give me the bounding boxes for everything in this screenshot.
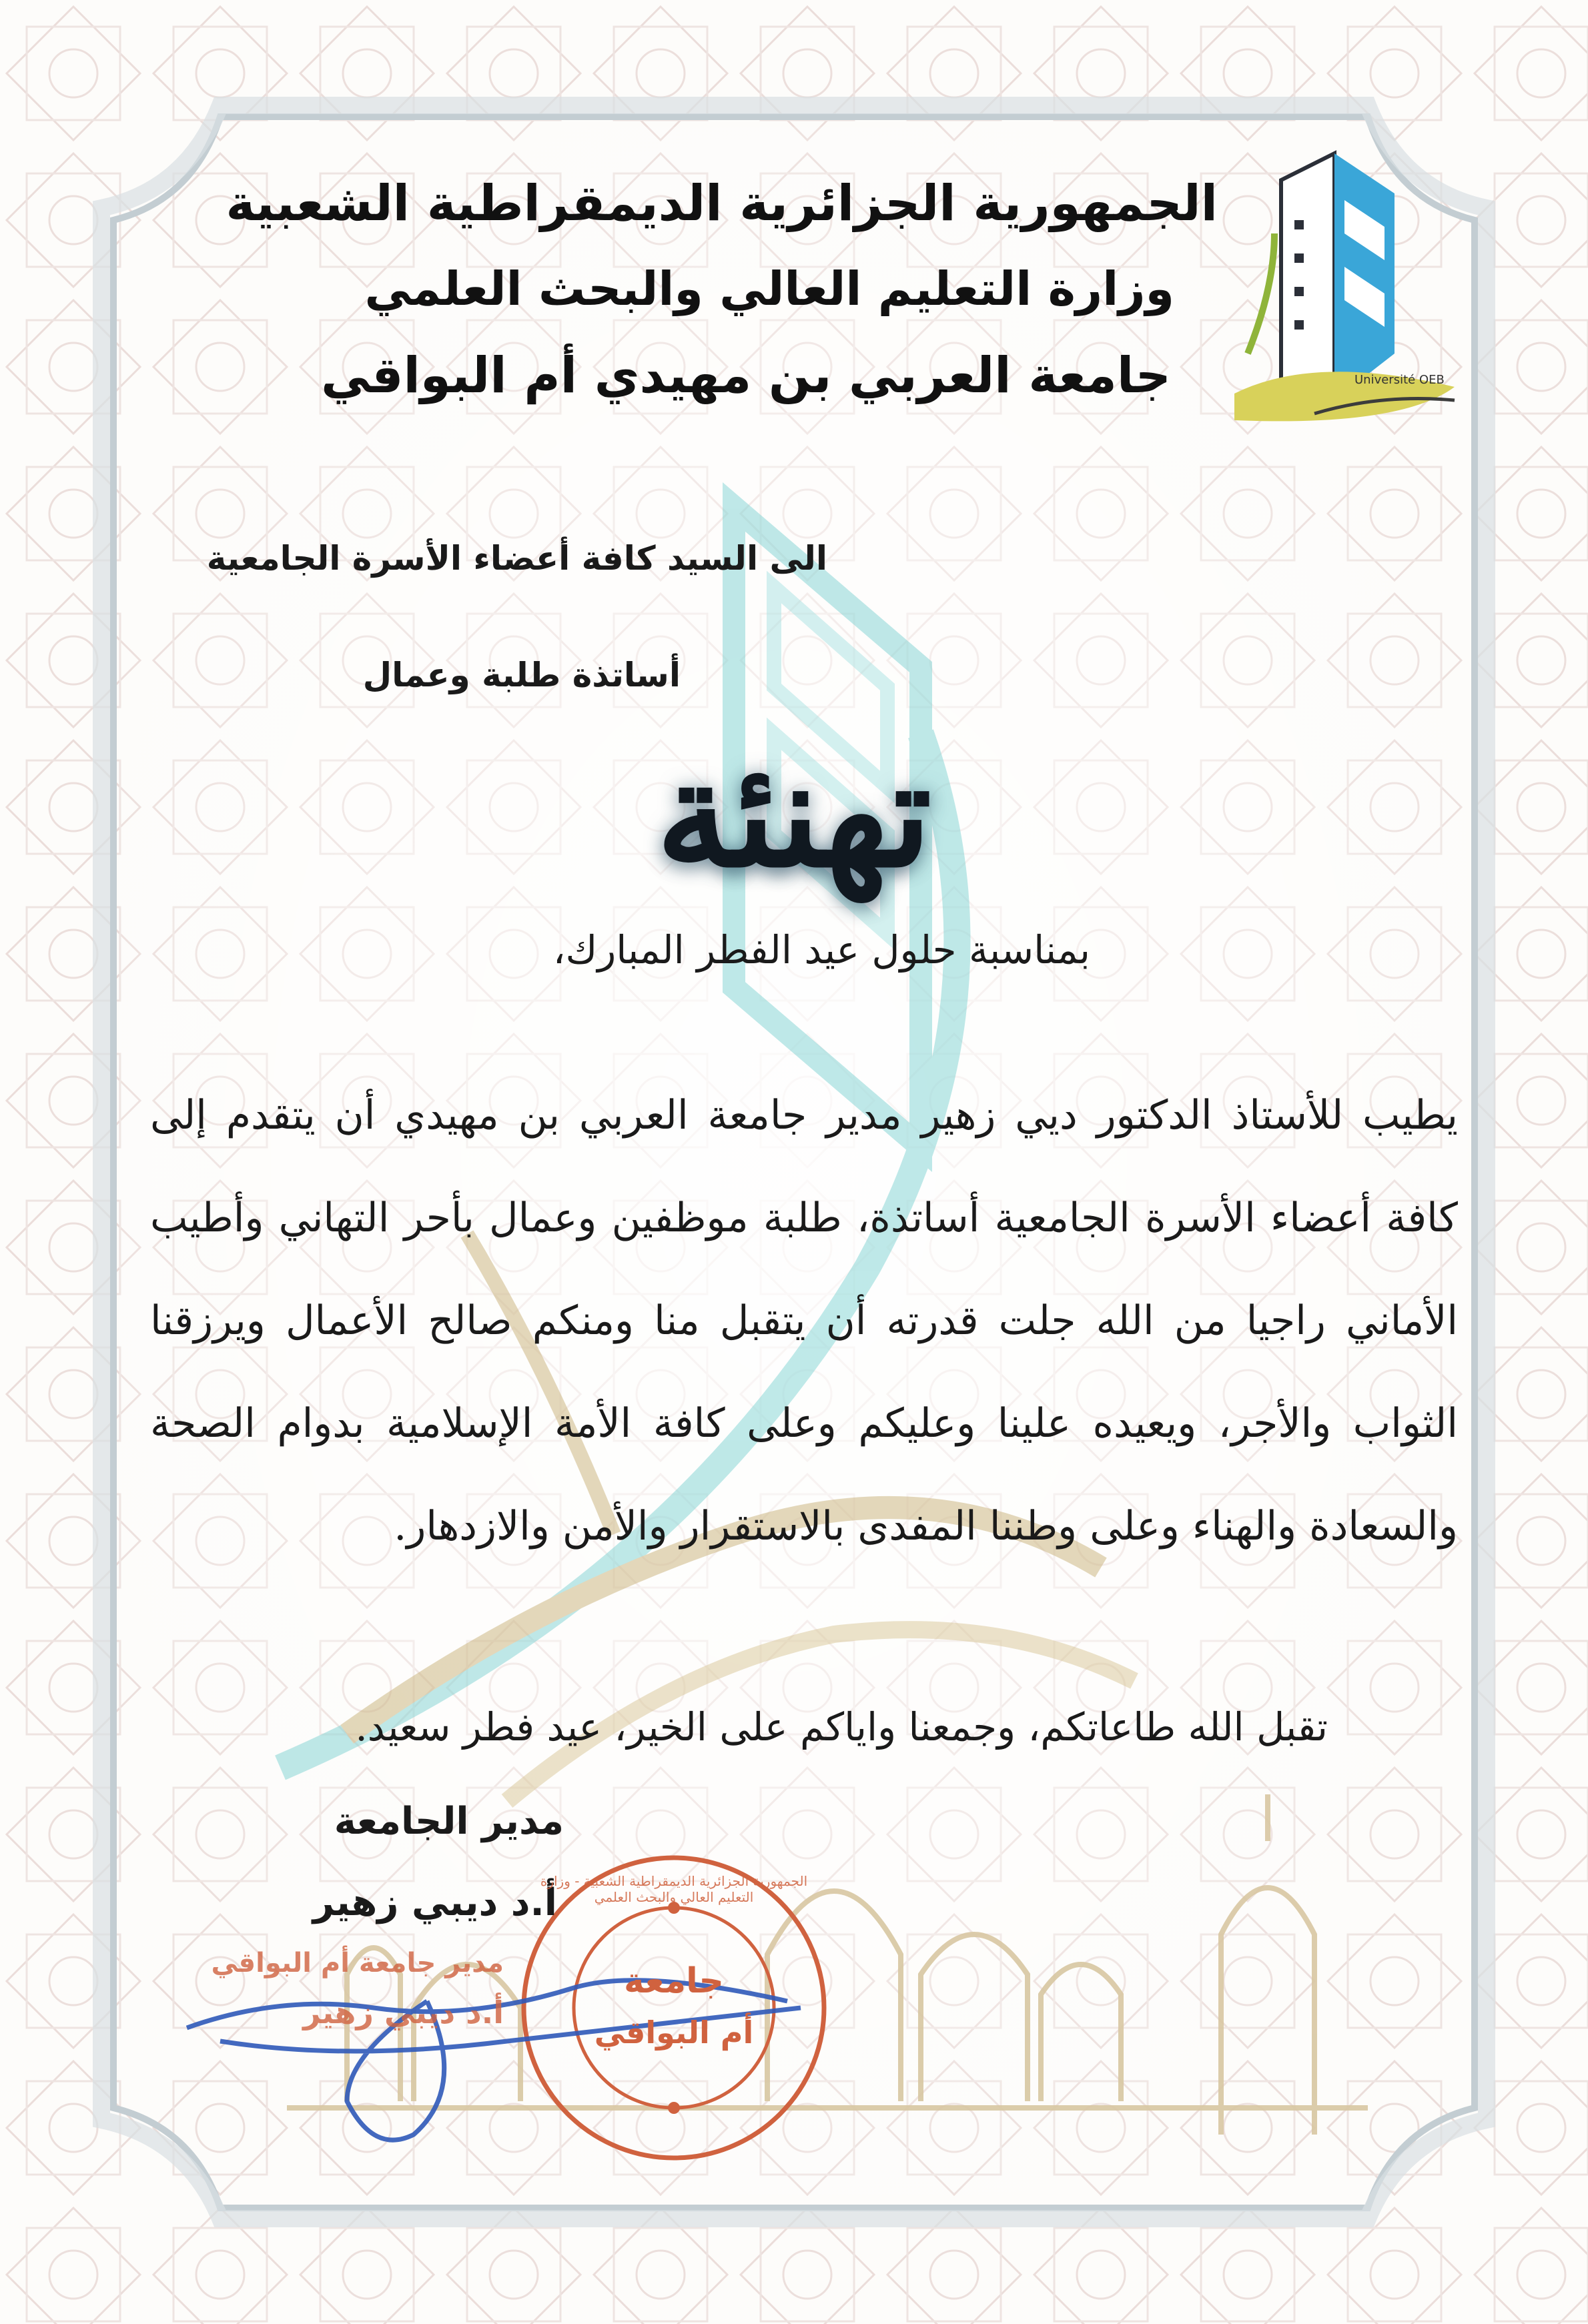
signatory-name: أ.د ديبي زهير bbox=[312, 1881, 557, 1924]
signatory-title: مدير الجامعة bbox=[334, 1800, 564, 1843]
seal-center-line1: جامعة bbox=[623, 1961, 725, 2001]
recipient-line: الى السيد كافة أعضاء الأسرة الجامعية bbox=[206, 539, 827, 578]
header-university: جامعة العربي بن مهيدي أم البواقي bbox=[321, 347, 1171, 404]
header-ministry: وزارة التعليم العالي والبحث العلمي bbox=[364, 261, 1174, 316]
stamp-rect-line2: أ.د ديبي زهير bbox=[303, 1994, 504, 2030]
recipient-groups: أساتذة طلبة وعمال bbox=[362, 656, 681, 694]
seal-center-line2: أم البواقي bbox=[594, 2014, 754, 2051]
occasion-line: بمناسبة حلول عيد الفطر المبارك، bbox=[552, 927, 1090, 973]
seal-ring-text: الجمهورية الجزائرية الديمقراطية الشعبية - وزارة التعليم العالي والبحث العلمي bbox=[540, 1873, 808, 1905]
message-body: يطيب للأستاذ الدكتور ديي زهير مدير جامعة العربي بن مهيدي أن يتقدم إلى كافة أعضاء الأسرة الجامعية أساتذة، طلبة موظفين وعمال بأحر التهاني وأطيب الأماني راجيا من الله جلت قدرته أن يتقبل منا ومنكم صالح الأعمال ويرزقنا الثواب والأجر، ويعيده علينا وعليكم وعلى كافة الأمة الإسلامية بدوام الصحة والسعادة والهناء وعلى وطننا المفدى بالاستقرار والأمن والازدهار. bbox=[150, 1092, 1458, 1550]
closing-line: تقبل الله طاعاتكم، وجمعنا واياكم على الخير، عيد فطر سعيد. bbox=[355, 1704, 1328, 1750]
certificate-title: تهنئة bbox=[656, 727, 932, 900]
logo-caption: Université OEB bbox=[1354, 373, 1445, 387]
stamp-rect-line1: مدير جامعة أم البواقي bbox=[211, 1948, 504, 1978]
header-country: الجمهورية الجزائرية الديمقراطية الشعبية bbox=[226, 175, 1218, 232]
